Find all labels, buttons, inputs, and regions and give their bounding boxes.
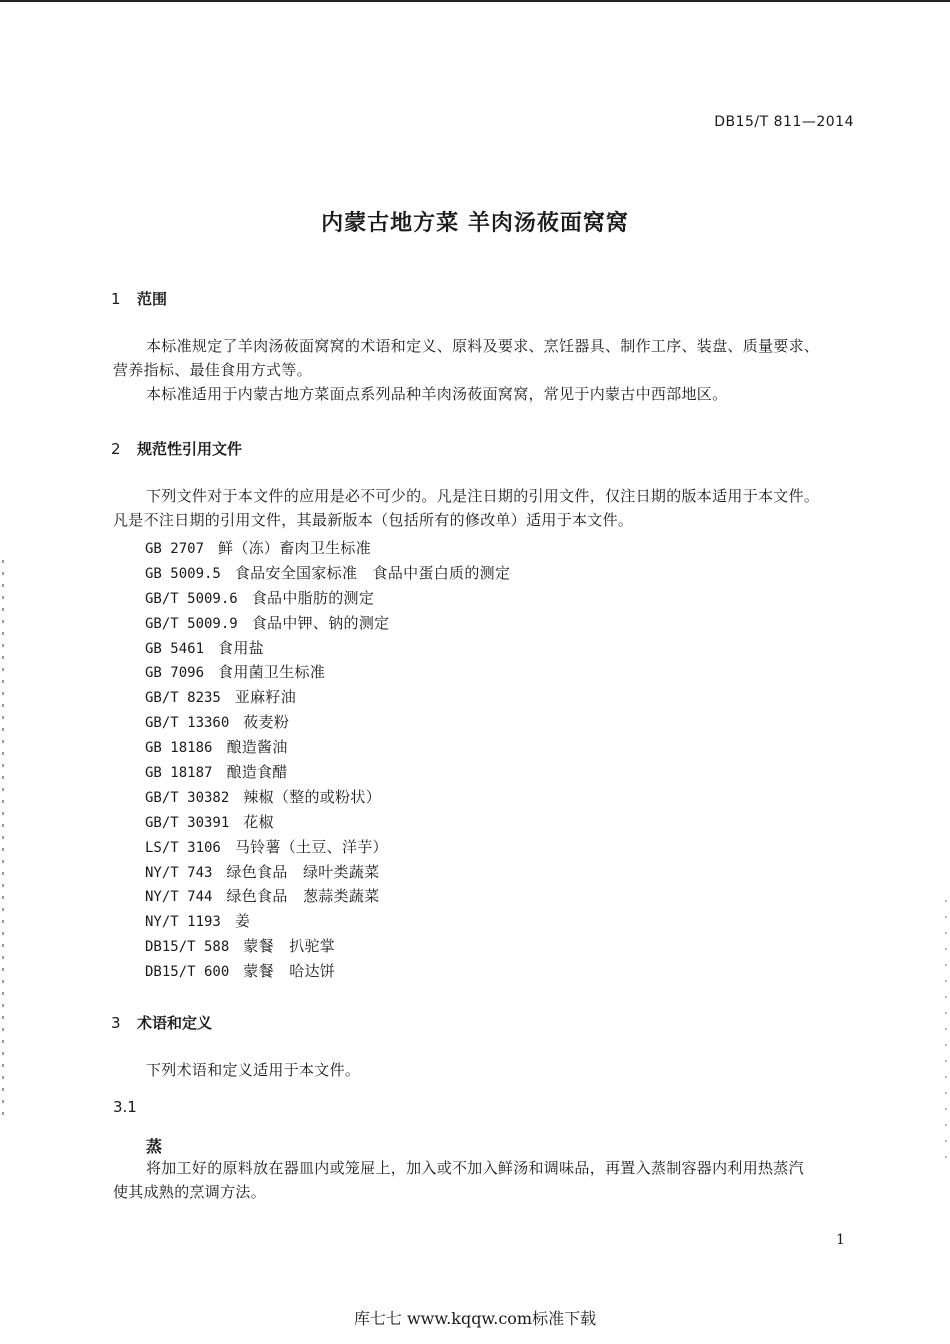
section-2-heading <box>111 438 242 459</box>
section-3-title: 术语和定义 <box>137 1014 213 1032</box>
reference-code: GB/T 30391 <box>145 814 230 831</box>
reference-code: GB/T 30382 <box>145 789 230 806</box>
section-3-intro <box>113 1058 863 1082</box>
reference-code: NY/T 1193 <box>145 914 221 931</box>
reference-code: GB/T 5009.9 <box>145 615 238 632</box>
page-number: 1 <box>836 1232 845 1248</box>
reference-name: 花椒 <box>243 812 274 831</box>
reference-name: 辣椒（整的或粉状） <box>243 787 381 806</box>
reference-item <box>145 710 510 735</box>
reference-name: 绿色食品 葱蒜类蔬菜 <box>226 887 380 906</box>
scan-edge-marks-left <box>2 560 4 1120</box>
reference-code: LS/T 3106 <box>145 839 221 856</box>
reference-item <box>145 735 510 760</box>
scan-edge-marks-right <box>945 900 947 1160</box>
reference-name: 食品安全国家标准 食品中蛋白质的测定 <box>234 563 511 582</box>
reference-item <box>145 959 510 984</box>
term-definition-line1: 将加工好的原料放在器皿内或笼屉上，加入或不加入鲜汤和调味品，再置入蒸制容器内利用热蒸汽 <box>146 1159 804 1177</box>
reference-list <box>145 536 510 984</box>
reference-name: 姜 <box>234 912 251 931</box>
reference-name: 蒙餐 哈达饼 <box>243 962 336 981</box>
reference-code: GB 5009.5 <box>145 565 221 582</box>
reference-code: GB 7096 <box>145 665 205 682</box>
clause-number: 3.1 <box>113 1098 137 1116</box>
footer-watermark: 库七七 www.kqqw.com标准下载 <box>353 1309 597 1328</box>
section-2-number: 2 <box>111 440 121 458</box>
reference-name: 食用菌卫生标准 <box>218 663 326 682</box>
standard-code: DB15/T 811—2014 <box>714 114 854 130</box>
reference-code: GB 5461 <box>145 640 205 657</box>
reference-item <box>145 785 510 810</box>
reference-code: GB/T 5009.6 <box>145 590 238 607</box>
section-1-body <box>113 334 863 406</box>
reference-name: 蒙餐 扒驼掌 <box>243 937 336 956</box>
reference-name: 食用盐 <box>218 638 264 657</box>
reference-item <box>145 884 510 909</box>
reference-item <box>145 561 510 586</box>
term-definition <box>113 1156 863 1204</box>
section-2-intro-line2: 凡是不注日期的引用文件，其最新版本（包括所有的修改单）适用于本文件。 <box>113 511 634 529</box>
reference-item <box>145 934 510 959</box>
reference-code: GB 2707 <box>145 541 205 557</box>
reference-name: 鲜（冻）畜肉卫生标准 <box>218 539 372 557</box>
reference-code: DB15/T 600 <box>145 964 230 981</box>
reference-name: 酿造食醋 <box>226 763 288 782</box>
section-3-number: 3 <box>111 1014 121 1032</box>
reference-name: 酿造酱油 <box>226 738 288 757</box>
reference-item <box>145 835 510 860</box>
reference-item <box>145 810 510 835</box>
section-1-title: 范围 <box>137 290 168 308</box>
reference-item <box>145 536 510 561</box>
reference-item <box>145 611 510 636</box>
section-3-intro-text: 下列术语和定义适用于本文件。 <box>146 1061 361 1079</box>
section-1-number: 1 <box>111 290 121 308</box>
reference-code: GB 18186 <box>145 740 213 757</box>
reference-code: NY/T 744 <box>145 889 213 906</box>
reference-item <box>145 636 510 661</box>
term-heading: 蒸 <box>146 1137 163 1156</box>
section-2-intro <box>113 484 863 532</box>
section-1-para1-line1: 本标准规定了羊肉汤莜面窝窝的术语和定义、原料及要求、烹饪器具、制作工序、装盘、质量要求、 <box>146 337 820 355</box>
section-2-title: 规范性引用文件 <box>137 440 243 458</box>
reference-name: 亚麻籽油 <box>234 688 297 707</box>
section-1-para2: 本标准适用于内蒙古地方菜面点系列品种羊肉汤莜面窝窝，常见于内蒙古中西部地区。 <box>146 385 728 403</box>
reference-code: GB/T 13360 <box>145 715 230 732</box>
reference-item <box>145 685 510 710</box>
reference-item <box>145 760 510 785</box>
document-title: 内蒙古地方菜 羊肉汤莜面窝窝 <box>321 211 629 236</box>
reference-code: GB/T 8235 <box>145 690 221 707</box>
section-1-heading <box>111 288 167 309</box>
reference-name: 莜麦粉 <box>243 713 290 732</box>
reference-item <box>145 909 510 934</box>
reference-code: NY/T 743 <box>145 864 213 881</box>
reference-item <box>145 860 510 885</box>
reference-code: DB15/T 588 <box>145 939 230 956</box>
reference-code: GB 18187 <box>145 765 213 782</box>
section-3-heading <box>111 1012 212 1033</box>
term-definition-line2: 使其成熟的烹调方法。 <box>113 1183 267 1201</box>
section-2-intro-line1: 下列文件对于本文件的应用是必不可少的。凡是注日期的引用文件，仅注日期的版本适用于本文件。 <box>146 487 820 505</box>
reference-item <box>145 586 510 611</box>
top-border <box>0 0 950 2</box>
reference-name: 食品中脂肪的测定 <box>251 588 375 607</box>
reference-name: 食品中钾、钠的测定 <box>251 613 390 632</box>
reference-name: 马铃薯（土豆、洋芋） <box>234 837 388 856</box>
reference-name: 绿色食品 绿叶类蔬菜 <box>226 862 380 881</box>
reference-item <box>145 660 510 685</box>
section-1-para1-line2: 营养指标、最佳食用方式等。 <box>113 361 312 379</box>
